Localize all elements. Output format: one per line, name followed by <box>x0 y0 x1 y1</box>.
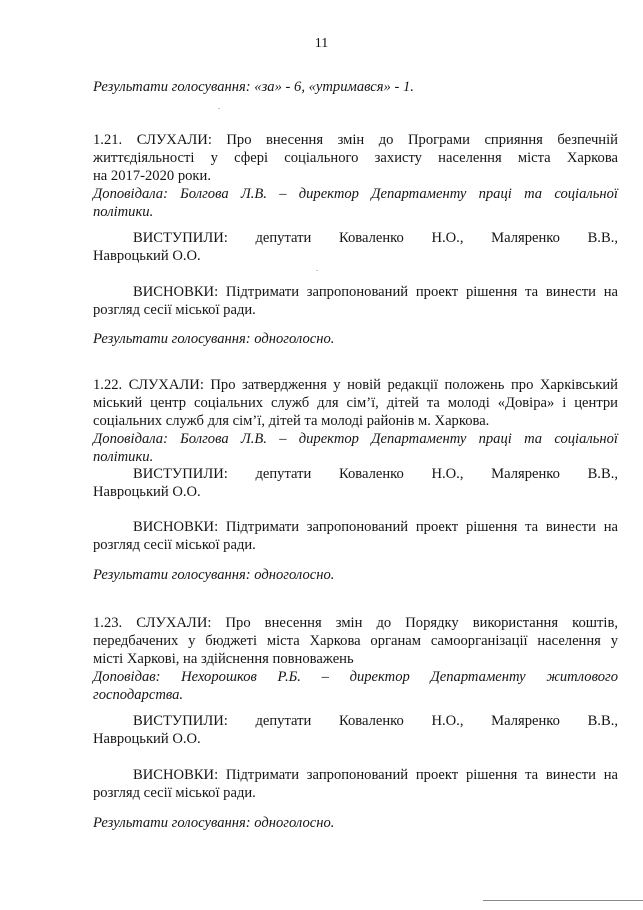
heard-line: соціальних служб для сім’ї, дітей та молоді районів м. Харкова. <box>93 413 490 429</box>
spoke-line: ВИСТУПИЛИ: депутати Коваленко Н.О., Маляренко В.В., <box>133 713 618 729</box>
heard-line: 1.21. СЛУХАЛИ: Про внесення змін до Програми сприяння безпечній <box>93 132 618 148</box>
spoke-line: ВИСТУПИЛИ: депутати Коваленко Н.О., Маляренко В.В., <box>133 230 618 246</box>
speaker-line: господарства. <box>93 687 184 703</box>
conclusion-line: розгляд сесії міської ради. <box>93 537 256 553</box>
conclusion-line: ВИСНОВКИ: Підтримати запропонований проект рішення та винести на <box>133 284 618 300</box>
heard-line: 1.23. СЛУХАЛИ: Про внесення змін до Порядку використання коштів, <box>93 615 618 631</box>
vote-result: Результати голосування: одноголосно. <box>93 331 335 347</box>
heard-line: 1.22. СЛУХАЛИ: Про затвердження у новій редакції положень про Харківський <box>93 377 618 393</box>
scan-edge-line <box>483 900 643 901</box>
vote-result: Результати голосування: «за» - 6, «утримався» - 1. <box>93 79 414 95</box>
speaker-line: політики. <box>93 204 154 220</box>
heard-line: передбачених у бюджеті міста Харкова органам самоорганізації населення у <box>93 633 618 649</box>
heard-line: життєдіяльності у сфері соціального захисту населення міста Харкова <box>93 150 618 166</box>
spoke-line: Навроцький О.О. <box>93 484 201 500</box>
conclusion-line: розгляд сесії міської ради. <box>93 302 256 318</box>
conclusion-line: ВИСНОВКИ: Підтримати запропонований проект рішення та винести на <box>133 519 618 535</box>
spoke-line: Навроцький О.О. <box>93 731 201 747</box>
speaker-line: Доповідав: Нехорошков Р.Б. – директор Департаменту житлового <box>93 669 618 685</box>
heard-line: на 2017-2020 роки. <box>93 168 211 184</box>
speaker-line: політики. <box>93 449 154 465</box>
spoke-line: Навроцький О.О. <box>93 248 201 264</box>
conclusion-line: розгляд сесії міської ради. <box>93 785 256 801</box>
vote-result: Результати голосування: одноголосно. <box>93 567 335 583</box>
speaker-line: Доповідала: Болгова Л.В. – директор Департаменту праці та соціальної <box>93 431 618 447</box>
scan-speck <box>218 108 220 109</box>
scan-speck <box>316 270 318 271</box>
heard-line: місті Харкові, на здійснення повноважень <box>93 651 354 667</box>
heard-line: міський центр соціальних служб для сім’ї, дітей та молоді «Довіра» і центри <box>93 395 618 411</box>
conclusion-line: ВИСНОВКИ: Підтримати запропонований проект рішення та винести на <box>133 767 618 783</box>
vote-result: Результати голосування: одноголосно. <box>93 815 335 831</box>
speaker-line: Доповідала: Болгова Л.В. – директор Департаменту праці та соціальної <box>93 186 618 202</box>
spoke-line: ВИСТУПИЛИ: депутати Коваленко Н.О., Маляренко В.В., <box>133 466 618 482</box>
page-number: 11 <box>314 36 329 51</box>
